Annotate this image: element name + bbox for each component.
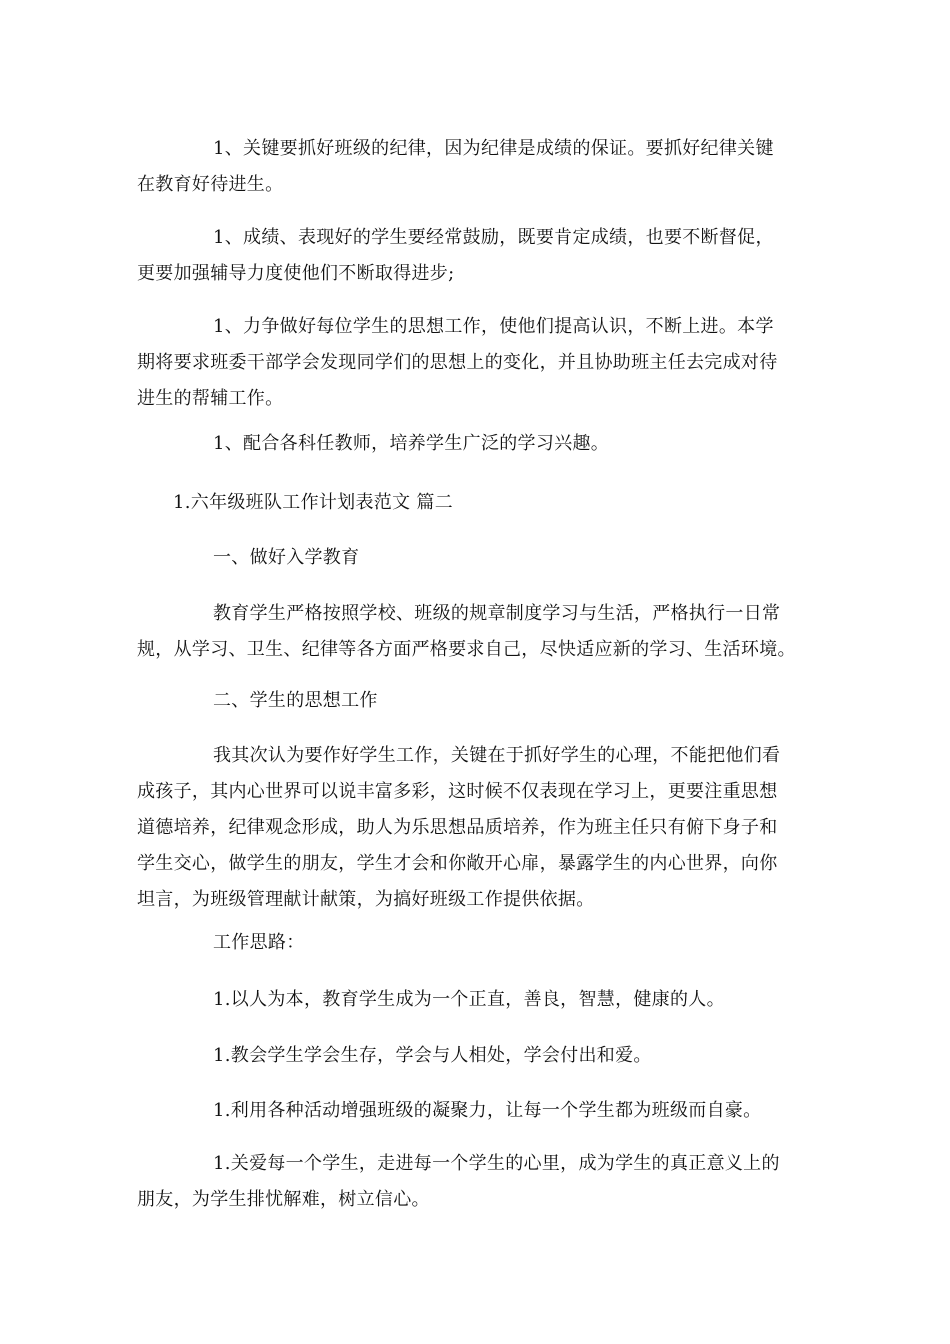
paragraph-psychology — [137, 738, 827, 918]
paragraph-thought-work — [137, 309, 827, 417]
list-item-cohesion — [137, 1093, 827, 1129]
list-item-text: 朋友，为学生排忧解难，树立信心。 — [137, 1189, 430, 1210]
paragraph-line: 学生交心，做学生的朋友，学生才会和你敞开心扉，暴露学生的内心世界，向你 — [137, 853, 778, 874]
paragraph-line: 道德培养，纪律观念形成，助人为乐思想品质培养，作为班主任只有俯下身子和 — [137, 817, 778, 838]
paragraph-encourage — [137, 220, 827, 292]
list-item-text: 1.教会学生学会生存，学会与人相处，学会付出和爱。 — [213, 1045, 652, 1066]
section-heading — [137, 485, 827, 521]
subheading-text: 二、学生的思想工作 — [213, 690, 378, 711]
list-item-text: 1.以人为本，教育学生成为一个正直，善良，智慧，健康的人。 — [213, 989, 725, 1010]
list-item-text: 1.利用各种活动增强班级的凝聚力，让每一个学生都为班级而自豪。 — [213, 1100, 762, 1121]
paragraph-line: 成孩子，其内心世界可以说丰富多彩，这时候不仅表现在学习上，更要注重思想 — [137, 781, 778, 802]
list-item-people-oriented — [137, 982, 827, 1018]
paragraph-line: 1、关键要抓好班级的纪律，因为纪律是成绩的保证。要抓好纪律关键 — [213, 138, 774, 159]
paragraph-line: 我其次认为要作好学生工作，关键在于抓好学生的心理，不能把他们看 — [213, 745, 781, 766]
paragraph-rules — [137, 596, 827, 668]
paragraph-line: 进生的帮辅工作。 — [137, 388, 284, 409]
list-item-text: 1.关爱每一个学生，走进每一个学生的心里，成为学生的真正意义上的 — [213, 1153, 780, 1174]
paragraph-line: 更要加强辅导力度使他们不断取得进步; — [137, 263, 455, 284]
subheading-student-thought — [137, 683, 827, 719]
paragraph-line: 期将要求班委干部学会发现同学们的思想上的变化，并且协助班主任去完成对待 — [137, 352, 778, 373]
paragraph-line: 坦言，为班级管理献计献策，为搞好班级工作提供依据。 — [137, 889, 595, 910]
section-heading-text: 1.六年级班队工作计划表范文 篇二 — [173, 492, 453, 513]
subheading-work-ideas — [137, 925, 827, 961]
paragraph-interest — [137, 426, 827, 462]
paragraph-line: 1、配合各科任教师，培养学生广泛的学习兴趣。 — [213, 433, 610, 454]
paragraph-line: 1、力争做好每位学生的思想工作，使他们提高认识，不断上进。本学 — [213, 316, 774, 337]
subheading-entrance-education — [137, 540, 827, 576]
subheading-text: 一、做好入学教育 — [213, 547, 360, 568]
paragraph-discipline — [137, 131, 827, 203]
paragraph-line: 在教育好待进生。 — [137, 174, 284, 195]
paragraph-line: 教育学生严格按照学校、班级的规章制度学习与生活，严格执行一日常 — [213, 603, 781, 624]
subheading-text: 工作思路： — [213, 932, 305, 953]
paragraph-line: 1、成绩、表现好的学生要经常鼓励，既要肯定成绩，也要不断督促， — [213, 227, 774, 248]
list-item-survival — [137, 1038, 827, 1074]
list-item-care — [137, 1146, 827, 1218]
paragraph-line: 规，从学习、卫生、纪律等各方面严格要求自己，尽快适应新的学习、生活环境。 — [137, 639, 796, 660]
